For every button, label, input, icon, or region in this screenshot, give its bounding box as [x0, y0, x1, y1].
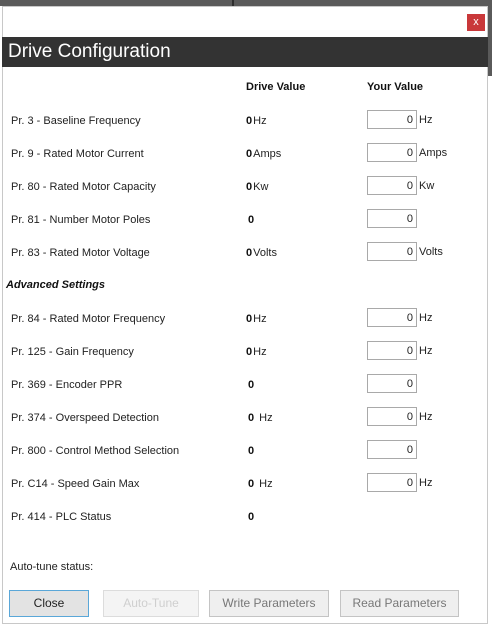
param-row-pr414 — [0, 506, 492, 530]
read-parameters-button[interactable]: Read Parameters — [340, 590, 459, 617]
auto-tune-button[interactable]: Auto-Tune — [103, 590, 199, 617]
your-value-input-pr800[interactable] — [367, 440, 417, 459]
param-label: Pr. 374 - Overspeed Detection — [11, 412, 159, 424]
your-value-column-header: Your Value — [367, 81, 424, 93]
drive-value: 0 — [248, 445, 255, 457]
param-row-pr3 — [0, 110, 492, 134]
your-value-input-pr84[interactable] — [367, 308, 417, 327]
your-value-input-pr125[interactable] — [367, 341, 417, 360]
dialog-title: Drive Configuration — [8, 41, 171, 62]
your-value-unit: Hz — [419, 114, 433, 126]
drive-value: 0Volts — [246, 247, 277, 259]
param-row-pr800 — [0, 440, 492, 464]
param-row-pr369 — [0, 374, 492, 398]
your-value-input-pr81[interactable] — [367, 209, 417, 228]
dialog-title-bar — [2, 37, 488, 67]
write-parameters-button[interactable]: Write Parameters — [209, 590, 329, 617]
param-label: Pr. 800 - Control Method Selection — [11, 445, 180, 457]
your-value-input-prc14[interactable] — [367, 473, 417, 492]
drive-value: 0 Hz — [248, 412, 273, 424]
drive-value: 0 — [248, 379, 255, 391]
your-value-unit: Hz — [419, 312, 433, 324]
param-row-pr84 — [0, 308, 492, 332]
background-window-edge — [488, 6, 492, 76]
drive-value: 0Amps — [246, 148, 282, 160]
param-label: Pr. 81 - Number Motor Poles — [11, 214, 151, 226]
your-value-input-pr9[interactable] — [367, 143, 417, 162]
your-value-unit: Hz — [419, 477, 433, 489]
drive-value: 0Hz — [246, 346, 267, 358]
drive-value: 0 Hz — [248, 478, 273, 490]
param-row-pr80 — [0, 176, 492, 200]
drive-value: 0Hz — [246, 313, 267, 325]
your-value-input-pr3[interactable] — [367, 110, 417, 129]
param-row-pr374 — [0, 407, 492, 431]
advanced-settings-heading: Advanced Settings — [6, 279, 106, 291]
your-value-input-pr83[interactable] — [367, 242, 417, 261]
param-row-pr83 — [0, 242, 492, 266]
drive-value-column-header: Drive Value — [246, 81, 306, 93]
your-value-input-pr374[interactable] — [367, 407, 417, 426]
param-row-pr9 — [0, 143, 492, 167]
param-row-prc14 — [0, 473, 492, 497]
drive-value: 0Hz — [246, 115, 267, 127]
param-label: Pr. 3 - Baseline Frequency — [11, 115, 141, 127]
param-label: Pr. 9 - Rated Motor Current — [11, 148, 144, 160]
close-button[interactable]: Close — [9, 590, 89, 617]
param-label: Pr. 83 - Rated Motor Voltage — [11, 247, 150, 259]
drive-value: 0 — [248, 511, 255, 523]
param-label: Pr. 84 - Rated Motor Frequency — [11, 313, 166, 325]
param-row-pr81 — [0, 209, 492, 233]
your-value-input-pr80[interactable] — [367, 176, 417, 195]
your-value-input-pr369[interactable] — [367, 374, 417, 393]
param-label: Pr. 125 - Gain Frequency — [11, 346, 134, 358]
param-label: Pr. C14 - Speed Gain Max — [11, 478, 140, 490]
param-row-pr125 — [0, 341, 492, 365]
drive-value: 0Kw — [246, 181, 269, 193]
autotune-status-label: Auto-tune status: — [10, 561, 94, 573]
your-value-unit: Hz — [419, 411, 433, 423]
param-label: Pr. 80 - Rated Motor Capacity — [11, 181, 156, 193]
your-value-unit: Hz — [419, 345, 433, 357]
your-value-unit: Volts — [419, 246, 443, 258]
your-value-unit: Amps — [419, 147, 448, 159]
param-label: Pr. 414 - PLC Status — [11, 511, 112, 523]
drive-value: 0 — [248, 214, 255, 226]
close-icon[interactable]: x — [467, 14, 485, 31]
your-value-unit: Kw — [419, 180, 435, 192]
param-label: Pr. 369 - Encoder PPR — [11, 379, 123, 391]
